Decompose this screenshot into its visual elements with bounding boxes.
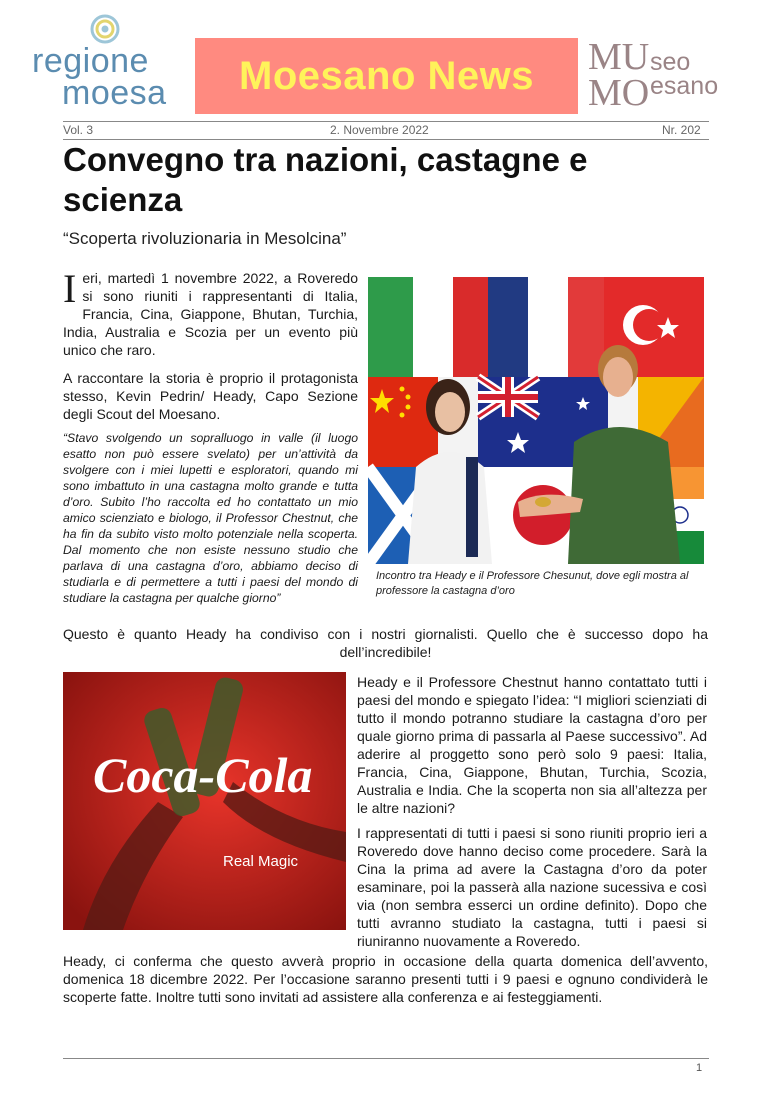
quote-block: “Stavo svolgendo un sopralluogo in valle (il luogo esatto non può essere svelato) per un’attività da svolgere con i miei lupetti e esploratori, quando mi sono imbattuto in una castagna molto grande e tutta d’oro. Subito l’ho raccolta ed ho contattato un mio amico scienziato e biologo, il Professor Chestnut, che ha fin da subito visto molto potenziale nella scoperta. Dal momento che non esiste nessuno studio che parlava di una castagna d’oro, abbiamo deciso di studiarla e di permettere a tutti i paesi del mondo di studiare la castagna per qualche giorno” [63,431,358,605]
museo-mo: MO [588,72,650,114]
coca-cola-ad-image [63,672,346,930]
meeting-photo [368,277,704,564]
issue-date: 2. Novembre 2022 [330,123,429,137]
ad-brand-text: Coca-Cola [93,747,313,803]
article-subtitle: “Scoperta rivoluzionaria in Mesolcina” [63,229,347,248]
paragraph-transition: Questo è quanto Heady ha condiviso con i nostri giornalisti. Quello che è successo dopo ha dell’incredibile! [63,626,708,660]
logo-word-moesa: moesa [62,74,167,112]
paragraph-conclusion: Heady, ci conferma che questo avverà proprio in occasione della quarta domenica dell’avvento, domenica 18 dicembre 2022. Per l’occasione saranno presenti tutti i 9 paesi e ognuno condividerà le scoperte fatte. Inoltre tutti sono invitati ad assistere alla conferenza e ai festeggiamenti. [63,953,708,1005]
issue-number: Nr. 202 [662,123,701,137]
footer-rule [63,1058,709,1059]
article-title: Convegno tra nazioni, castagne e scienza [63,141,588,218]
museo-mu: MU [588,36,650,78]
coca-cola-ad [63,672,346,930]
paragraph-narrator: A raccontare la storia è proprio il protagonista stesso, Kevin Pedrin/ Heady, Capo Sezione degli Scout del Moesano. [63,370,358,422]
newspaper-title: Moesano News [239,53,534,98]
volume-label: Vol. 3 [63,123,94,137]
logo-word-regione: regione [32,42,149,80]
museo-moesano-logo [588,38,758,116]
newspaper-banner [195,38,578,114]
flags-illustration [368,277,704,564]
paragraph-intro-text: eri, martedì 1 novembre 2022, a Roveredo si sono riuniti i rappresentanti di Italia, Francia, Cina, Giappone, Bhutan, Turchia, India, Australia e Scozia per un evento più unico che raro. [63,270,358,358]
museo-seo: seo [650,48,691,76]
drop-cap: I [63,266,77,311]
photo-caption: Incontro tra Heady e il Professore Chesunut, dove egli mostra al professore la castagna d’oro [376,570,689,597]
meta-rule-top [63,121,709,122]
logo-rings-icon [90,14,120,44]
paragraph-intro [63,266,358,359]
ad-tagline: Real Magic [223,853,299,870]
paragraph-meeting: I rappresentati di tutti i paesi si sono riuniti proprio ieri a Roveredo dove hanno deciso come procedere. Sarà la Cina la prima ad avere la Castagna d’oro da poter esaminare, poi la passerà alla nazione sucessiva e così via (non sembra esserci un ordine definito). Dopo che tutti avranno studiato la castagna, tutti i paesi si riuniranno nuovamente a Roveredo. [357,825,707,949]
regione-moesa-logo [30,14,190,112]
page-number: 1 [696,1062,703,1074]
paragraph-contact: Heady e il Professore Chestnut hanno contattato tutti i paesi del mondo e spiegato l’idea: “I migliori scienziati di tutto il mondo potranno studiare la castagna d’oro per quale giorno prima di passarla al Paese successivo”. Ad aderire al proggetto sono però solo 9 paesi: Italia, Francia, Cina, Giappone, Bhutan, Turchia, Scozia, Australia e India. Che la scoperta non sia all’altezza per le altre nazioni? [357,674,707,816]
museo-esano: esano [650,72,719,100]
